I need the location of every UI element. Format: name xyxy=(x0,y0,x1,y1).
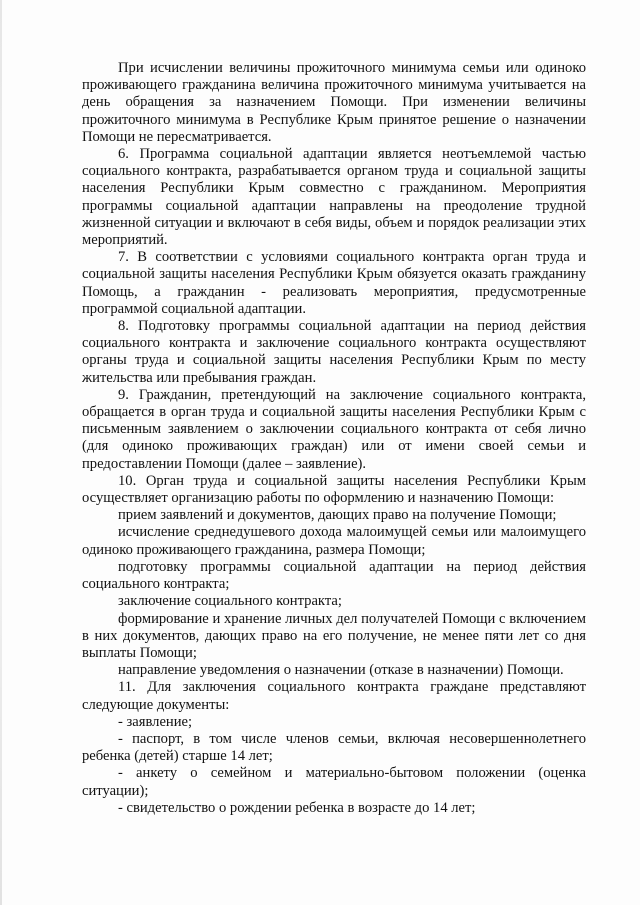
list-item-questionnaire: - анкету о семейном и материально-бытовом положении (оценка ситуации); xyxy=(82,765,586,799)
list-item-application-intake: прием заявлений и документов, дающих право на получение Помощи; xyxy=(118,507,557,524)
list-item-passport: - паспорт, в том числе членов семьи, включая несовершеннолетнего ребенка (детей) старше 14 лет; xyxy=(82,730,586,765)
scan-edge xyxy=(0,0,2,905)
paragraph-7: 7. В соответствии с условиями социального контракта орган труда и социальной защиты населения Республики Крым обязуется оказать гражданину Помощь, а гражданин - реализовать мероприятия, предусмотренные программой социальной адаптации. xyxy=(82,249,586,317)
list-item-application: - заявление; xyxy=(118,713,193,730)
paragraph-10: 10. Орган труда и социальной защиты населения Республики Крым осуществляет организацию работы по оформлению и назначению Помощи: xyxy=(82,472,586,507)
paragraph-6: 6. Программа социальной адаптации является неотъемлемой частью социального контракта, разрабатывается органом труда и социальной защиты населения Республики Крым совместно с гражданином. Мероприятия программы социальной адаптации направлены на преодоление трудной жизненной ситуации и включают в себя виды, объем и порядок реализации этих мероприятий. xyxy=(82,146,586,249)
list-item-notification: направление уведомления о назначении (отказе в назначении) Помощи. xyxy=(118,662,564,679)
document-body xyxy=(82,60,586,817)
list-item-birth-certificate: - свидетельство о рождении ребенка в возрасте до 14 лет; xyxy=(118,799,476,816)
list-item-contract-conclusion: заключение социального контракта; xyxy=(118,593,342,610)
list-item-income-calculation: исчисление среднедушевого дохода малоимущей семьи или малоимущего одиноко проживающего гражданина, размера Помощи; xyxy=(82,524,586,558)
list-item-program-preparation: подготовку программы социальной адаптации на период действия социального контракта; xyxy=(82,558,586,593)
paragraph-9: 9. Гражданин, претендующий на заключение социального контракта, обращается в орган труда и социальной защиты населения Республики Крым с письменным заявлением о заключении социального контракта от себя лично (для одиноко проживающих граждан) или от имени своей семьи и предоставлении Помощи (далее – заявление). xyxy=(82,386,586,472)
paragraph-11: 11. Для заключения социального контракта граждане представляют следующие документы: xyxy=(82,679,586,713)
list-item-personal-files: формирование и хранение личных дел получателей Помощи с включением в них документов, дающих право на его получение, не менее пяти лет со дня выплаты Помощи; xyxy=(82,610,586,661)
paragraph-8: 8. Подготовку программы социальной адаптации на период действия социального контракта и заключение социального контракта осуществляют органы труда и социальной защиты населения Республики Крым по месту жительства или пребывания граждан. xyxy=(82,318,586,386)
paragraph-subsistence-minimum: При исчислении величины прожиточного минимума семьи или одиноко проживающего гражданина величина прожиточного минимума учитывается на день обращения за назначением Помощи. При изменении величины прожиточного минимума в Республике Крым принятое решение о назначении Помощи не пересматривается. xyxy=(82,60,586,145)
